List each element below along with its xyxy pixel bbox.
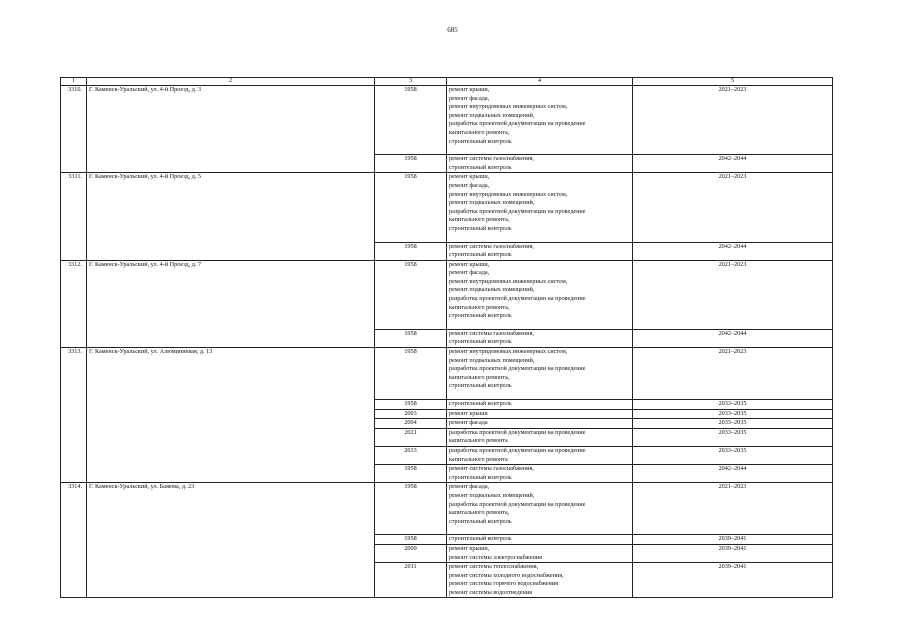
work-list-cell: [447, 446, 633, 464]
work-item: ремонт крыши,: [449, 86, 490, 93]
period-cell: 2039–2041: [633, 544, 833, 562]
work-item: ремонт фасада,: [449, 181, 490, 189]
work-item: ремонт подвальных помещений,: [449, 111, 535, 119]
year-cell: 1958: [375, 348, 447, 400]
work-item: ремонт системы газоснабжения,: [449, 242, 534, 250]
period-cell: 2042–2044: [633, 465, 833, 483]
cell-spacer: [449, 146, 630, 154]
period-cell: 2042–2044: [633, 329, 833, 347]
work-item: строительный контроль: [449, 400, 512, 407]
period-cell: 2033–2035: [633, 428, 833, 446]
period-cell: 2033–2035: [633, 419, 833, 429]
cell-spacer: [449, 526, 630, 534]
work-item: строительный контроль: [449, 535, 512, 543]
work-item: ремонт внутридомовых инженерных систем,: [449, 103, 568, 111]
table-row: [61, 348, 833, 400]
work-list-cell: [447, 86, 633, 155]
work-item: ремонт фасада,: [449, 483, 490, 491]
work-item: строительный контроль: [449, 224, 512, 232]
building-address: Г. Каменск-Уральский, ул. Алюминиевая, д. 13: [87, 348, 375, 483]
period-cell: 2033–2035: [633, 446, 833, 464]
table-row: [61, 173, 833, 242]
year-cell: 1958: [375, 483, 447, 535]
work-list-cell: [447, 483, 633, 535]
building-address: Г. Каменск-Уральский, ул. 4-й Проезд, д. 3: [87, 86, 375, 173]
work-list-cell: [447, 242, 633, 260]
period-cell: 2021–2023: [633, 260, 833, 329]
repair-schedule-table: [60, 77, 833, 598]
work-list-cell: [447, 409, 633, 419]
work-item: разработка проектной документации на проведение: [449, 500, 586, 508]
cell-spacer: [449, 391, 630, 399]
year-cell: 2004: [375, 419, 447, 429]
work-list-cell: [447, 465, 633, 483]
period-cell: 2039–2041: [633, 563, 833, 598]
work-list-cell: [447, 535, 633, 545]
header-cell: 2: [87, 78, 375, 86]
table-body: [61, 78, 833, 598]
year-cell: 2009: [375, 544, 447, 562]
year-cell: 1958: [375, 329, 447, 347]
work-list-cell: [447, 329, 633, 347]
work-item: разработка проектной документации на проведение: [449, 207, 586, 215]
work-item: строительный контроль: [449, 137, 512, 145]
work-item: разработка проектной документации на проведение: [449, 446, 586, 454]
period-cell: 2021–2023: [633, 348, 833, 400]
work-item: капитального ремонта,: [449, 128, 510, 136]
work-item: ремонт крыши,: [449, 260, 490, 268]
page-number: 685: [447, 26, 458, 34]
entry-number: 3313.: [61, 348, 87, 483]
work-item: ремонт подвальных помещений,: [449, 286, 535, 294]
building-address: Г. Каменск-Уральский, ул. 4-й Проезд, д. 7: [87, 260, 375, 347]
cell-spacer: [449, 321, 630, 329]
header-cell: 3: [375, 78, 447, 86]
work-item: ремонт внутридомовых инженерных систем,: [449, 277, 568, 285]
work-item: капитального ремонта,: [449, 509, 510, 517]
work-list-cell: [447, 544, 633, 562]
work-item: капитального ремонта,: [449, 303, 510, 311]
work-item: разработка проектной документации на проведение: [449, 295, 586, 303]
work-item: ремонт фасада: [449, 419, 488, 427]
work-item: капитального ремонта: [449, 437, 508, 445]
work-item: капитального ремонта,: [449, 373, 510, 381]
cell-spacer: [449, 234, 630, 242]
period-cell: 2042–2044: [633, 155, 833, 173]
year-cell: 1958: [375, 242, 447, 260]
work-item: ремонт подвальных помещений,: [449, 356, 535, 364]
work-item: ремонт внутридомовых инженерных систем,: [449, 348, 568, 356]
year-cell: 1958: [375, 173, 447, 242]
work-item: строительный контроль: [449, 163, 512, 171]
year-cell: 2011: [375, 563, 447, 598]
work-item: ремонт системы газоснабжения,: [449, 465, 534, 473]
work-item: разработка проектной документации на проведение: [449, 428, 586, 436]
work-item: разработка проектной документации на проведение: [449, 120, 586, 128]
period-cell: 2021–2023: [633, 86, 833, 155]
year-cell: 1958: [375, 155, 447, 173]
building-address: Г. Каменск-Уральский, ул. Бажова, д. 23: [87, 483, 375, 598]
work-list-cell: [447, 428, 633, 446]
work-list-cell: [447, 260, 633, 329]
work-list-cell: [447, 348, 633, 400]
work-item: строительный контроль: [449, 251, 512, 259]
work-item: ремонт подвальных помещений,: [449, 199, 535, 207]
work-list-cell: [447, 173, 633, 242]
work-item: разработка проектной документации на проведение: [449, 365, 586, 373]
year-cell: 2021: [375, 428, 447, 446]
work-item: ремонт внутридомовых инженерных систем,: [449, 190, 568, 198]
table-row: [61, 260, 833, 329]
work-list-cell: [447, 400, 633, 410]
work-item: ремонт системы газоснабжения,: [449, 329, 534, 337]
building-address: Г. Каменск-Уральский, ул. 4-й Проезд, д. 5: [87, 173, 375, 260]
header-cell: 1: [61, 78, 87, 86]
work-item: ремонт фасада,: [449, 269, 490, 277]
work-item: ремонт крыши,: [449, 544, 490, 552]
work-item: строительный контроль: [449, 382, 512, 390]
table-row: [61, 86, 833, 155]
period-cell: 2033–2035: [633, 409, 833, 419]
header-cell: 4: [447, 78, 633, 86]
work-item: капитального ремонта: [449, 455, 508, 463]
work-item: ремонт крыши,: [449, 173, 490, 181]
work-item: ремонт системы горячего водоснабжения: [449, 580, 558, 588]
work-list-cell: [447, 419, 633, 429]
header-row: [61, 78, 833, 86]
period-cell: 2021–2023: [633, 173, 833, 242]
entry-number: 3310.: [61, 86, 87, 173]
work-list-cell: [447, 155, 633, 173]
work-item: капитального ремонта,: [449, 216, 510, 224]
work-item: строительный контроль: [449, 312, 512, 320]
work-list-cell: [447, 563, 633, 598]
entry-number: 3314.: [61, 483, 87, 598]
work-item: ремонт системы водоотведения: [449, 588, 532, 596]
work-item: ремонт системы холодного водоснабжения,: [449, 571, 564, 579]
work-item: ремонт системы газоснабжения,: [449, 155, 534, 163]
period-cell: 2021–2023: [633, 483, 833, 535]
header-cell: 5: [633, 78, 833, 86]
year-cell: 2003: [375, 409, 447, 419]
work-item: ремонт фасада,: [449, 94, 490, 102]
entry-number: 3312.: [61, 260, 87, 347]
year-cell: 1958: [375, 86, 447, 155]
year-cell: 1958: [375, 260, 447, 329]
table-row: [61, 483, 833, 535]
year-cell: 1958: [375, 465, 447, 483]
year-cell: 1958: [375, 400, 447, 410]
period-cell: 2039–2041: [633, 535, 833, 545]
work-item: ремонт подвальных помещений,: [449, 491, 535, 499]
work-item: строительный контроль: [449, 517, 512, 525]
year-cell: 1958: [375, 535, 447, 545]
year-cell: 2033: [375, 446, 447, 464]
work-item: ремонт системы электроснабжения: [449, 553, 542, 561]
entry-number: 3311.: [61, 173, 87, 260]
work-item: ремонт системы теплоснабжения,: [449, 563, 539, 571]
period-cell: 2042–2044: [633, 242, 833, 260]
work-item: строительный контроль: [449, 473, 512, 481]
period-cell: 2033–2035: [633, 400, 833, 410]
work-item: строительный контроль: [449, 338, 512, 346]
work-item: ремонт крыши: [449, 409, 488, 417]
